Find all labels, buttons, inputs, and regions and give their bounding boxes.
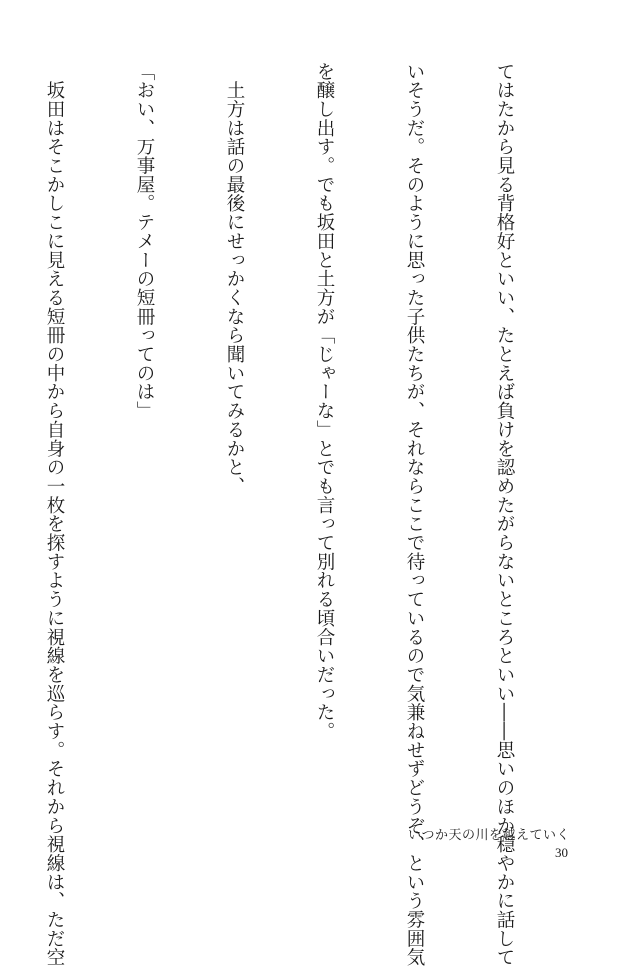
text-line: てはたから見る背格好といい、たとえば負けを認めたがらないところといい――思いのほか穏やかに話して bbox=[494, 62, 515, 967]
running-title: いつか天の川を越えていく bbox=[407, 828, 570, 843]
text-line: いそうだ。そのように思った子供たちが、それならここで待っているので気兼ねせずどうぞ、という雰囲気 bbox=[404, 62, 425, 967]
text-line: 土方は話の最後にせっかくなら聞いてみるかと、 bbox=[224, 62, 245, 496]
text-line: 坂田はそこかしこに見える短冊の中から自身の一枚を探すように視線を巡らす。それから視線は、ただ空 bbox=[44, 62, 65, 967]
text-line: を醸し出す。でも坂田と土方が「じゃーな」とでも言って別れる頃合いだった。 bbox=[314, 62, 335, 741]
text-line: 「おい、万事屋。テメーの短冊ってのは」 bbox=[134, 62, 155, 421]
page-number: 30 bbox=[555, 845, 568, 860]
